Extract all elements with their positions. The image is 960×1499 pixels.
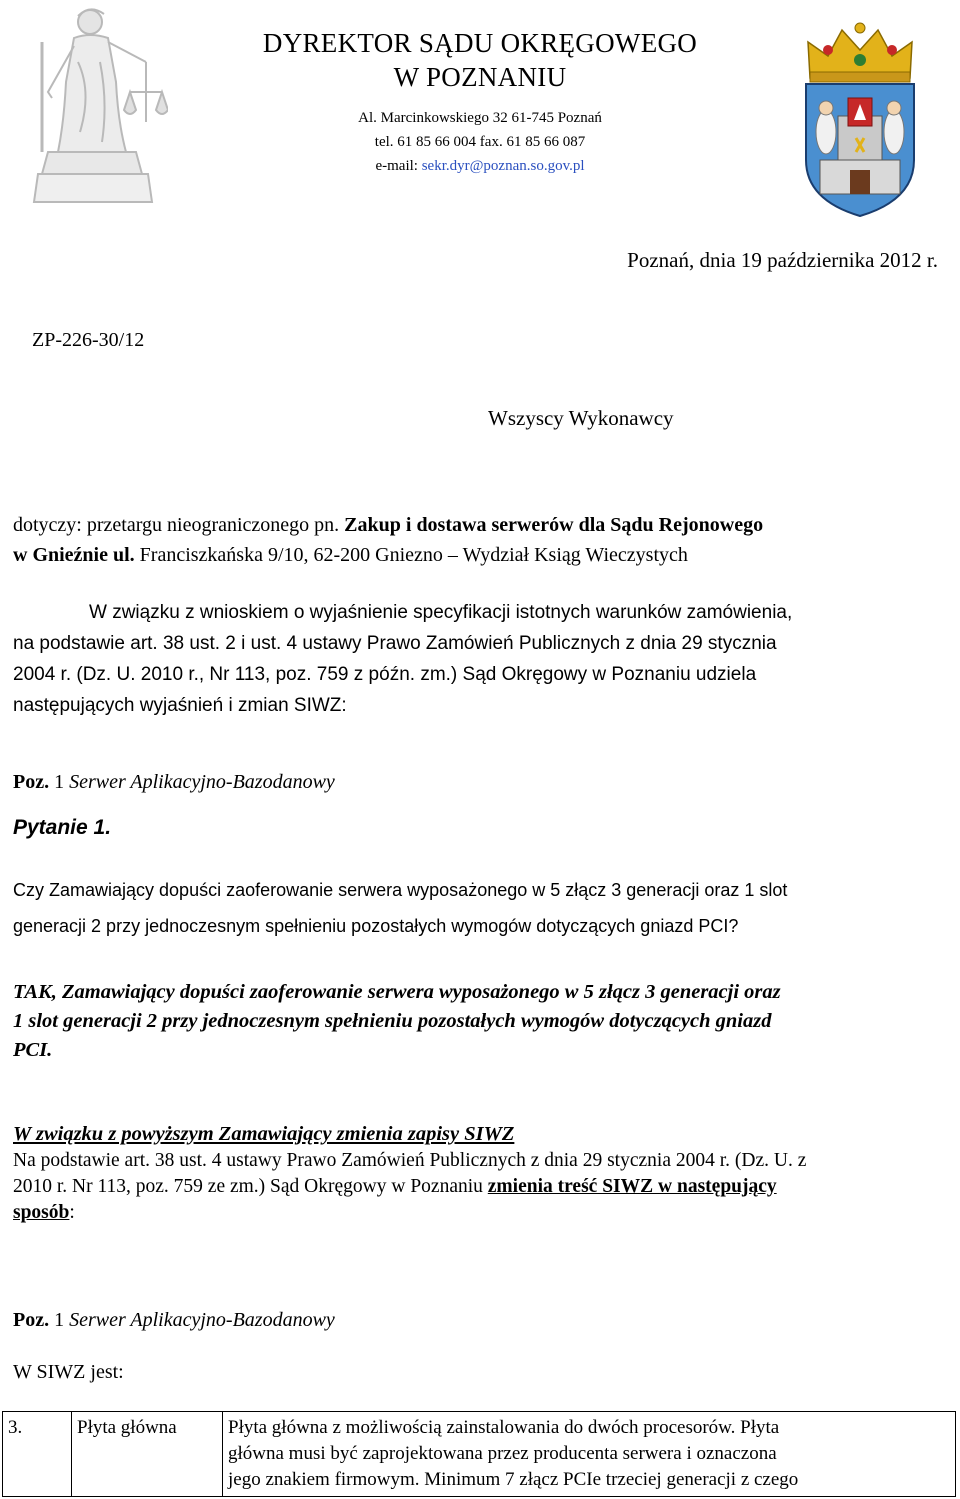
position-name: Serwer Aplikacyjno-Bazodanowy	[69, 771, 335, 793]
question-line1: Czy Zamawiający dopuści zaoferowanie serwera wyposażonego w 5 złącz 3 generacji oraz 1 slot	[13, 880, 788, 900]
office-title-line2: W POZNANIU	[393, 62, 567, 92]
position-label: Poz.	[13, 1309, 55, 1331]
subject-prefix: dotyczy: przetargu nieograniczonego pn.	[13, 514, 345, 536]
change-line3-suffix: :	[69, 1202, 75, 1223]
change-heading: W związku z powyższym Zamawiający zmienia zapisy SIWZ	[13, 1123, 515, 1145]
change-line3-underlined: sposób	[13, 1202, 70, 1223]
table-row	[3, 1412, 956, 1497]
subject-line2	[13, 540, 958, 570]
document-date: Poznań, dnia 19 października 2012 r.	[627, 248, 938, 272]
intro-line2: na podstawie art. 38 ust. 2 i ust. 4 ustawy Prawo Zamówień Publicznych z dnia 29 stycznia	[13, 633, 777, 654]
office-address: Al. Marcinkowskiego 32 61-745 Poznań	[358, 110, 602, 126]
office-contact	[200, 106, 760, 178]
answer-line2: 1 slot generacji 2 przy jednoczesnym spełnieniu pozostałych wymogów dotyczących gniazd	[13, 1010, 772, 1032]
change-line1: Na podstawie art. 38 ust. 4 ustawy Prawo Zamówień Publicznych z dnia 29 stycznia 2004 r. (Dz. U. z	[13, 1150, 807, 1171]
position-number: 1	[54, 1309, 70, 1331]
table-cell-item: Płyta główna	[72, 1412, 223, 1497]
table-desc-line1: Płyta główna z możliwością zainstalowania do dwóch procesorów. Płyta	[228, 1417, 780, 1438]
recipient: Wszyscy Wykonawcy	[488, 406, 674, 430]
email-link[interactable]: sekr.dyr@poznan.so.gov.pl	[421, 158, 585, 174]
position-heading-1	[13, 768, 335, 796]
question-body	[13, 872, 958, 944]
table-cell-number: 3.	[3, 1412, 72, 1497]
intro-line3: 2004 r. (Dz. U. 2010 r., Nr 113, poz. 759 z późn. zm.) Sąd Okręgowy w Poznaniu udziela	[13, 664, 757, 685]
change-line3	[13, 1200, 958, 1226]
intro-line4: następujących wyjaśnień i zmian SIWZ:	[13, 695, 347, 716]
office-title	[200, 26, 760, 94]
question-title: Pytanie 1.	[13, 816, 112, 839]
poznan-coat-of-arms	[798, 20, 923, 218]
email-label: e-mail:	[375, 158, 422, 174]
position-name: Serwer Aplikacyjno-Bazodanowy	[69, 1309, 335, 1331]
answer	[13, 978, 958, 1065]
subject-bold-1: Zakup i dostawa serwerów dla Sądu Rejonowego	[344, 514, 764, 536]
change-line2-underlined: zmienia treść SIWZ w następujący	[487, 1176, 777, 1197]
intro-line1: W związku z wnioskiem o wyjaśnienie specyfikacji istotnych warunków zamówienia,	[89, 602, 793, 623]
change-section	[13, 1120, 958, 1226]
answer-line1: TAK, Zamawiający dopuści zaoferowanie serwera wyposażonego w 5 złącz 3 generacji oraz	[13, 981, 781, 1003]
reference-number: ZP-226-30/12	[32, 329, 145, 351]
table-desc-line3: jego znakiem firmowym. Minimum 7 złącz PCIe trzeciej generacji z czego	[228, 1469, 799, 1490]
intro-paragraph	[13, 597, 958, 721]
subject-bold-2: w Gnieźnie ul.	[13, 544, 140, 566]
position-heading-2	[13, 1306, 335, 1334]
subject	[13, 510, 958, 570]
table-cell-description	[223, 1412, 956, 1497]
justice-statue-emblem	[18, 2, 168, 207]
position-number: 1	[54, 771, 70, 793]
change-line2-prefix: 2010 r. Nr 113, poz. 759 ze zm.) Sąd Okręgowy w Poznaniu	[13, 1176, 488, 1197]
subject-line1	[13, 510, 958, 540]
office-phone-fax: tel. 61 85 66 004 fax. 61 85 66 087	[374, 134, 586, 150]
table-desc-line2: główna musi być zaprojektowana przez producenta serwera i oznaczona	[228, 1443, 777, 1464]
office-title-line1: DYREKTOR SĄDU OKRĘGOWEGO	[262, 28, 698, 58]
change-line2	[13, 1174, 958, 1200]
question-line2: generacji 2 przy jednoczesnym spełnieniu pozostałych wymogów dotyczących gniazd PCI?	[13, 916, 739, 936]
office-email-line	[200, 154, 760, 178]
subject-rest: Franciszkańska 9/10, 62-200 Gniezno – Wydział Ksiąg Wieczystych	[139, 544, 688, 566]
position-label: Poz.	[13, 771, 55, 793]
answer-line3: PCI.	[13, 1039, 53, 1061]
siwz-is-label: W SIWZ jest:	[13, 1361, 124, 1383]
specification-table	[2, 1411, 956, 1497]
